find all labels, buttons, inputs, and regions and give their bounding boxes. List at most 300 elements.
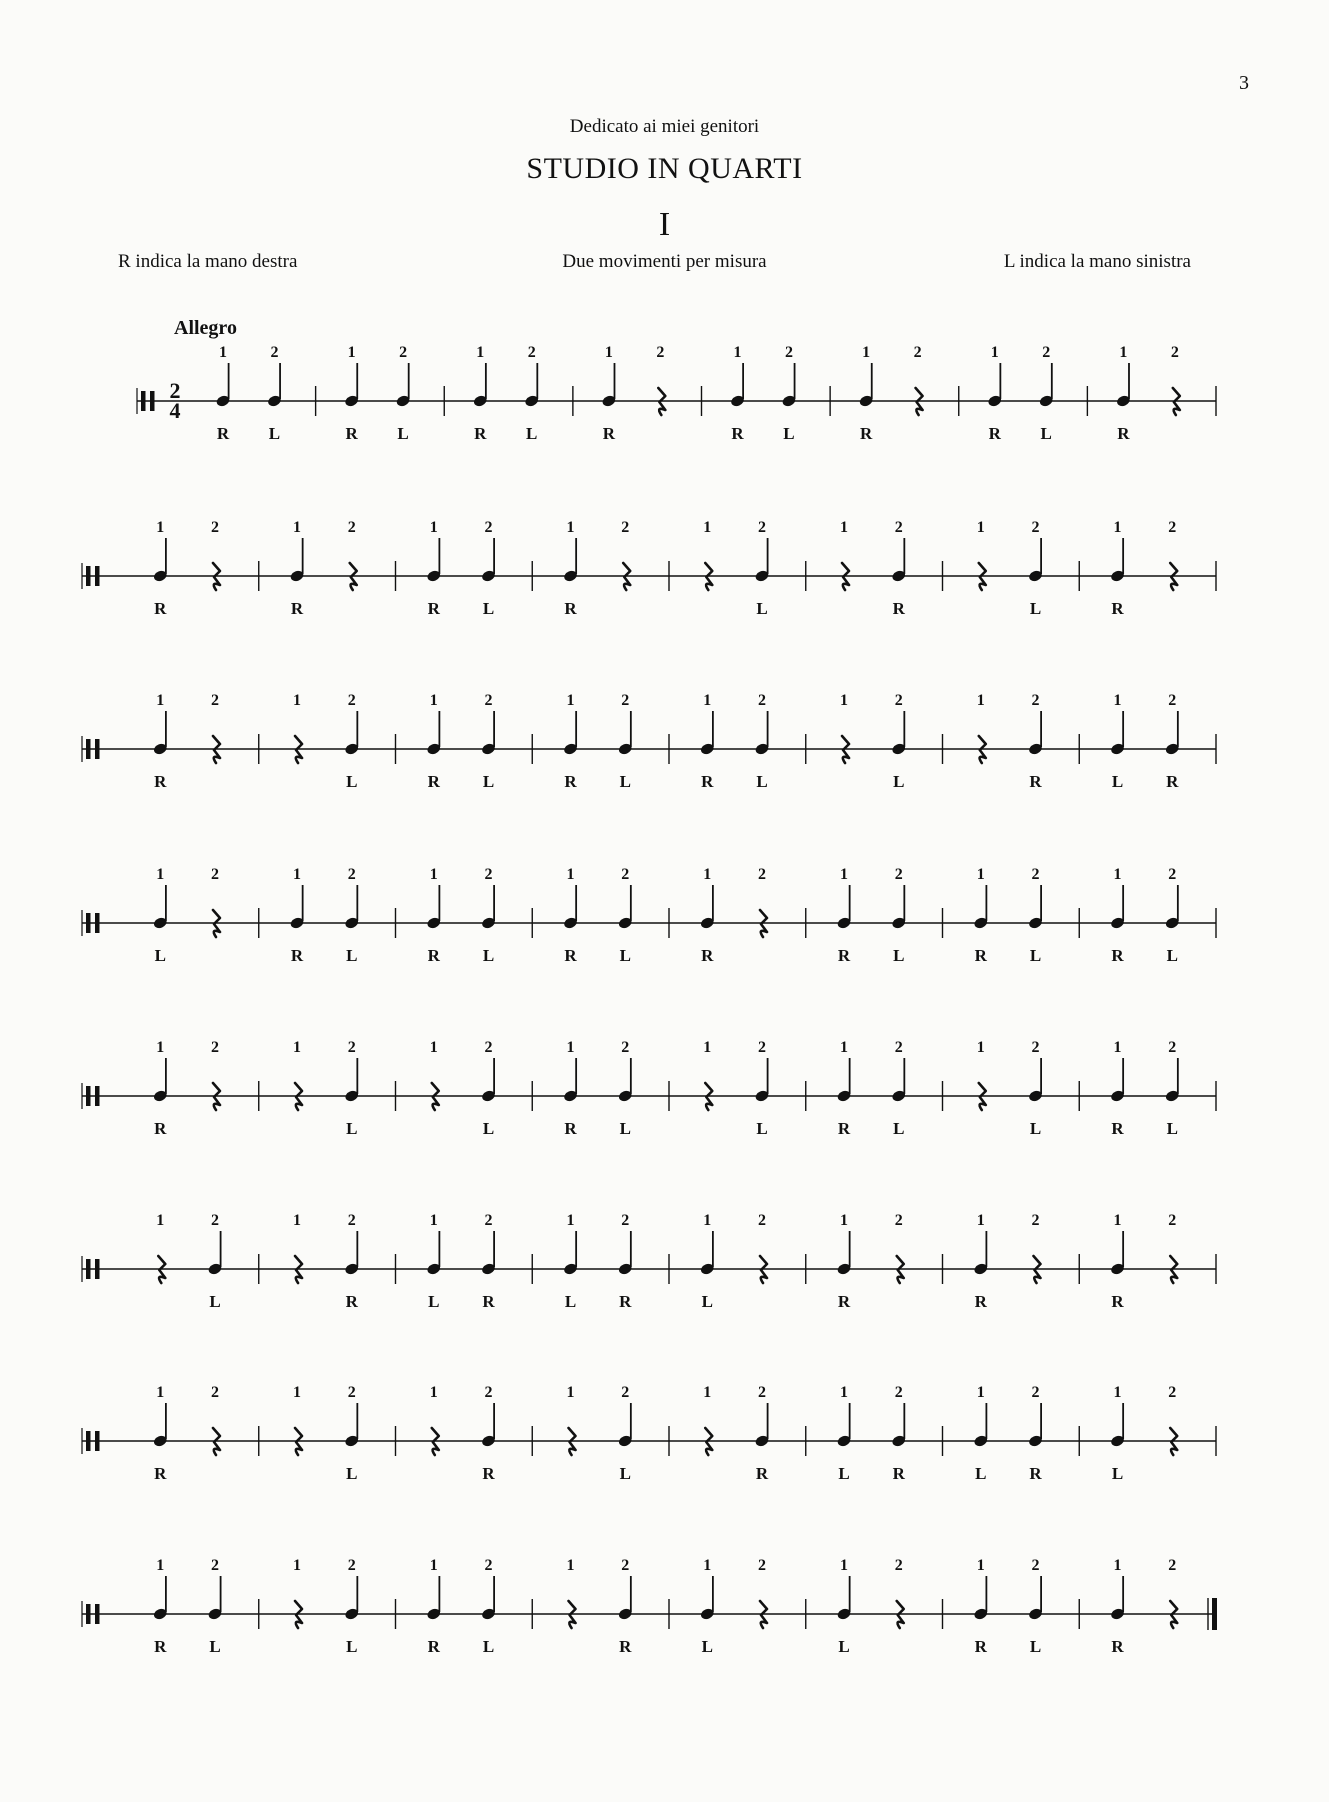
beat-count: 2 <box>347 1557 356 1574</box>
beat-count: 1 <box>840 519 849 536</box>
sticking-label: L <box>893 1119 905 1138</box>
quarter-note <box>617 885 633 930</box>
quarter-note <box>1110 885 1126 930</box>
beat-count: 1 <box>293 1212 302 1229</box>
beat-count: 2 <box>1168 1212 1177 1229</box>
beat-count: 1 <box>156 1212 165 1229</box>
sticking-label: R <box>1111 946 1124 965</box>
beat-count: 2 <box>913 344 922 361</box>
quarter-note <box>207 1576 223 1621</box>
sticking-label: R <box>837 1119 851 1138</box>
beat-count: 1 <box>293 1384 302 1401</box>
quarter-note <box>754 1403 770 1448</box>
beat-count: 2 <box>757 692 766 709</box>
beat-count: 2 <box>1168 1039 1177 1056</box>
sticking-label: R <box>216 424 230 443</box>
sticking-label: R <box>564 1119 577 1138</box>
sticking-label: L <box>619 946 631 965</box>
quarter-note <box>481 538 497 583</box>
quarter-note <box>836 1231 852 1276</box>
beat-count: 1 <box>219 344 228 361</box>
beat-count: 2 <box>484 692 493 709</box>
quarter-note <box>344 711 360 756</box>
beat-count: 1 <box>1113 1557 1122 1574</box>
beat-count: 2 <box>210 692 219 709</box>
quarter-note <box>699 711 715 756</box>
sticking-label: L <box>1111 772 1124 791</box>
quarter-note <box>1164 711 1180 756</box>
beat-count: 2 <box>894 866 903 883</box>
sticking-label: L <box>482 1637 495 1656</box>
percussion-clef-bar <box>150 391 155 411</box>
sticking-label: R <box>482 1292 495 1311</box>
beat-count: 1 <box>703 1384 712 1401</box>
quarter-note <box>781 363 797 408</box>
quarter-note <box>563 885 579 930</box>
sticking-label: R <box>1166 772 1179 791</box>
sticking-label: R <box>988 424 1001 443</box>
beat-count: 1 <box>703 1212 712 1229</box>
sticking-label: L <box>1166 1119 1178 1138</box>
sticking-label: R <box>154 772 167 791</box>
beat-count: 2 <box>347 1039 356 1056</box>
beat-count: 1 <box>566 519 575 536</box>
quarter-note <box>289 885 305 930</box>
beat-count: 2 <box>621 1039 630 1056</box>
beat-count: 1 <box>429 1212 438 1229</box>
sticking-label: L <box>346 946 358 965</box>
quarter-note <box>730 363 746 408</box>
sticking-label: L <box>154 946 166 965</box>
sticking-label: R <box>1029 1464 1042 1483</box>
beat-count: 1 <box>156 519 165 536</box>
quarter-note <box>563 1058 579 1103</box>
beat-count: 1 <box>1113 1384 1122 1401</box>
beat-count: 1 <box>429 1039 438 1056</box>
beat-count: 2 <box>347 692 356 709</box>
sticking-label: L <box>564 1292 577 1311</box>
quarter-note <box>617 711 633 756</box>
sticking-label: R <box>564 946 577 965</box>
beat-count: 2 <box>210 519 219 536</box>
quarter-note <box>563 538 579 583</box>
quarter-note <box>1028 538 1044 583</box>
sticking-label: L <box>1029 1119 1042 1138</box>
tempo-marking: Allegro <box>174 317 237 339</box>
percussion-clef-bar <box>86 566 91 586</box>
quarter-note <box>152 1576 168 1621</box>
beat-count: 2 <box>757 1039 766 1056</box>
sticking-label: L <box>482 946 495 965</box>
quarter-note <box>1110 1058 1126 1103</box>
sticking-label: R <box>474 424 487 443</box>
beat-count: 2 <box>210 1212 219 1229</box>
quarter-note <box>152 1058 168 1103</box>
beat-count: 2 <box>270 344 279 361</box>
sticking-label: L <box>397 424 409 443</box>
quarter-note <box>836 885 852 930</box>
beat-count: 2 <box>1031 1557 1040 1574</box>
sticking-label: L <box>346 1464 358 1483</box>
beat-count: 1 <box>703 692 712 709</box>
quarter-note <box>215 363 231 408</box>
beat-count: 1 <box>990 344 999 361</box>
quarter-note <box>1110 711 1126 756</box>
quarter-note <box>699 1576 715 1621</box>
beat-count: 1 <box>840 1384 849 1401</box>
sticking-label: L <box>1040 424 1052 443</box>
page-number: 3 <box>1239 72 1249 94</box>
sticking-label: L <box>975 1464 987 1483</box>
sticking-label: L <box>756 599 768 618</box>
sticking-label: R <box>290 599 304 618</box>
beat-count: 2 <box>210 1557 219 1574</box>
beat-count: 2 <box>757 519 766 536</box>
sticking-label: L <box>619 1464 631 1483</box>
quarter-note <box>891 711 907 756</box>
beat-count: 1 <box>840 692 849 709</box>
quarter-note <box>267 363 283 408</box>
quarter-note <box>1164 885 1180 930</box>
quarter-note <box>524 363 540 408</box>
quarter-note <box>699 1231 715 1276</box>
beat-count: 2 <box>1170 344 1179 361</box>
beat-count: 2 <box>210 1039 219 1056</box>
sticking-label: L <box>1029 1637 1042 1656</box>
beat-count: 1 <box>156 1384 165 1401</box>
beat-count: 2 <box>484 1212 493 1229</box>
quarter-note <box>973 1576 989 1621</box>
quarter-note <box>1164 1058 1180 1103</box>
sticking-label: R <box>154 1464 167 1483</box>
beat-count: 2 <box>621 1557 630 1574</box>
sticking-label: L <box>619 1119 631 1138</box>
percussion-clef-bar <box>86 1086 91 1106</box>
instruction-left-hand: L indica la mano sinistra <box>1003 251 1191 272</box>
beat-count: 1 <box>293 866 302 883</box>
percussion-clef-bar <box>95 566 100 586</box>
beat-count: 2 <box>210 1384 219 1401</box>
quarter-note <box>1028 1403 1044 1448</box>
quarter-note <box>481 1576 497 1621</box>
beat-count: 1 <box>156 692 165 709</box>
beat-count: 1 <box>293 692 302 709</box>
time-signature-top: 2 <box>169 378 181 403</box>
quarter-note <box>395 363 411 408</box>
sticking-label: L <box>893 772 905 791</box>
beat-count: 1 <box>429 1384 438 1401</box>
quarter-note <box>836 1403 852 1448</box>
percussion-clef-bar <box>86 913 91 933</box>
beat-count: 2 <box>210 866 219 883</box>
beat-count: 1 <box>703 1557 712 1574</box>
sticking-label: R <box>619 1292 632 1311</box>
beat-count: 2 <box>621 519 630 536</box>
quarter-note <box>472 363 488 408</box>
quarter-note <box>1028 711 1044 756</box>
quarter-note <box>1028 1058 1044 1103</box>
quarter-note <box>344 363 360 408</box>
beat-count: 1 <box>429 692 438 709</box>
quarter-note <box>891 885 907 930</box>
beat-count: 2 <box>347 866 356 883</box>
sticking-label: L <box>838 1637 850 1656</box>
quarter-note <box>617 1576 633 1621</box>
beat-count: 2 <box>1168 1557 1177 1574</box>
beat-count: 1 <box>976 519 985 536</box>
sticking-label: R <box>1111 1119 1124 1138</box>
quarter-note <box>481 1231 497 1276</box>
quarter-note <box>563 711 579 756</box>
quarter-note <box>1038 363 1054 408</box>
percussion-clef-bar <box>86 739 91 759</box>
beat-count: 1 <box>566 1212 575 1229</box>
beat-count: 1 <box>429 1557 438 1574</box>
beat-count: 1 <box>1113 692 1122 709</box>
sticking-label: R <box>974 1292 987 1311</box>
sticking-label: L <box>1111 1464 1124 1483</box>
beat-count: 1 <box>840 1039 849 1056</box>
quarter-note <box>1110 538 1126 583</box>
sticking-label: R <box>1111 1292 1124 1311</box>
percussion-clef-bar <box>95 1086 100 1106</box>
beat-count: 2 <box>621 692 630 709</box>
quarter-note <box>344 885 360 930</box>
sticking-label: R <box>974 946 987 965</box>
percussion-clef-bar <box>141 391 146 411</box>
quarter-note <box>1028 885 1044 930</box>
beat-count: 2 <box>484 1384 493 1401</box>
beat-count: 2 <box>1168 692 1177 709</box>
quarter-note <box>426 1576 442 1621</box>
beat-count: 1 <box>1113 1039 1122 1056</box>
quarter-note <box>344 1576 360 1621</box>
sticking-label: R <box>859 424 873 443</box>
percussion-clef-bar <box>86 1431 91 1451</box>
beat-count: 2 <box>527 344 536 361</box>
quarter-note <box>481 1058 497 1103</box>
quarter-note <box>1110 1403 1126 1448</box>
sticking-label: R <box>427 772 440 791</box>
sticking-label: L <box>346 1637 358 1656</box>
instruction-meter: Due movimenti per misura <box>562 251 767 272</box>
quarter-note <box>152 538 168 583</box>
beat-count: 2 <box>894 1557 903 1574</box>
beat-count: 2 <box>894 1212 903 1229</box>
beat-count: 2 <box>1031 519 1040 536</box>
instruction-right-hand: R indica la mano destra <box>118 251 298 272</box>
beat-count: 1 <box>476 344 485 361</box>
sticking-label: L <box>756 772 768 791</box>
sticking-label: L <box>209 1637 221 1656</box>
beat-count: 1 <box>840 1212 849 1229</box>
beat-count: 2 <box>399 344 408 361</box>
quarter-note <box>152 711 168 756</box>
quarter-note <box>426 885 442 930</box>
quarter-note <box>987 363 1003 408</box>
quarter-note <box>891 538 907 583</box>
beat-count: 1 <box>293 1557 302 1574</box>
quarter-note <box>973 1231 989 1276</box>
beat-count: 2 <box>621 1384 630 1401</box>
quarter-note <box>289 538 305 583</box>
beat-count: 1 <box>840 866 849 883</box>
beat-count: 1 <box>566 1384 575 1401</box>
sticking-label: R <box>154 1637 167 1656</box>
sticking-label: R <box>837 1292 851 1311</box>
quarter-note <box>1110 1231 1126 1276</box>
quarter-note <box>891 1403 907 1448</box>
quarter-note <box>152 1403 168 1448</box>
beat-count: 1 <box>566 866 575 883</box>
sticking-label: L <box>209 1292 221 1311</box>
beat-count: 2 <box>1168 1384 1177 1401</box>
beat-count: 2 <box>347 519 356 536</box>
sticking-label: L <box>526 424 538 443</box>
beat-count: 2 <box>656 344 665 361</box>
beat-count: 1 <box>156 1557 165 1574</box>
beat-count: 2 <box>757 866 766 883</box>
sticking-label: L <box>893 946 905 965</box>
sticking-label: L <box>482 1119 495 1138</box>
quarter-note <box>344 1058 360 1103</box>
beat-count: 2 <box>1031 692 1040 709</box>
quarter-note <box>563 1231 579 1276</box>
sticking-label: R <box>1117 424 1130 443</box>
sticking-label: R <box>731 424 744 443</box>
beat-count: 1 <box>1119 344 1128 361</box>
time-signature-bottom: 4 <box>169 398 181 423</box>
quarter-note <box>481 711 497 756</box>
dedication: Dedicato ai miei genitori <box>569 116 760 137</box>
beat-count: 1 <box>156 866 165 883</box>
sticking-label: R <box>154 599 167 618</box>
sticking-label: R <box>892 1464 905 1483</box>
final-barline-thick <box>1212 1598 1217 1630</box>
sticking-label: R <box>290 946 304 965</box>
sticking-label: R <box>427 946 440 965</box>
quarter-note <box>617 1058 633 1103</box>
quarter-note <box>344 1403 360 1448</box>
sticking-label: R <box>1111 599 1124 618</box>
sticking-label: R <box>427 1637 440 1656</box>
sticking-label: R <box>564 599 577 618</box>
sticking-label: L <box>268 424 281 443</box>
percussion-clef-bar <box>95 913 100 933</box>
quarter-note <box>1110 1576 1126 1621</box>
quarter-note <box>344 1231 360 1276</box>
beat-count: 2 <box>347 1384 356 1401</box>
beat-count: 2 <box>621 1212 630 1229</box>
beat-count: 1 <box>703 519 712 536</box>
beat-count: 1 <box>1113 866 1122 883</box>
sticking-label: L <box>346 772 358 791</box>
beat-count: 2 <box>894 519 903 536</box>
quarter-note <box>426 1231 442 1276</box>
sticking-label: R <box>602 424 616 443</box>
quarter-note <box>754 711 770 756</box>
percussion-clef-bar <box>95 1431 100 1451</box>
percussion-clef-bar <box>95 1259 100 1279</box>
sticking-label: L <box>482 599 495 618</box>
beat-count: 2 <box>894 1384 903 1401</box>
quarter-note <box>481 885 497 930</box>
beat-count: 1 <box>976 1212 985 1229</box>
beat-count: 1 <box>703 866 712 883</box>
beat-count: 2 <box>484 866 493 883</box>
quarter-note <box>836 1576 852 1621</box>
sticking-label: R <box>755 1464 769 1483</box>
sticking-label: L <box>1029 946 1042 965</box>
beat-count: 2 <box>484 1039 493 1056</box>
quarter-note <box>754 538 770 583</box>
beat-count: 1 <box>429 866 438 883</box>
quarter-note <box>426 538 442 583</box>
beat-count: 2 <box>1031 1039 1040 1056</box>
quarter-note <box>1028 1576 1044 1621</box>
beat-count: 1 <box>156 1039 165 1056</box>
sticking-label: L <box>1166 946 1178 965</box>
beat-count: 2 <box>784 344 793 361</box>
sticking-label: L <box>701 1292 713 1311</box>
beat-count: 2 <box>757 1384 766 1401</box>
beat-count: 1 <box>566 1557 575 1574</box>
beat-count: 2 <box>347 1212 356 1229</box>
percussion-clef-bar <box>95 1604 100 1624</box>
beat-count: 2 <box>757 1557 766 1574</box>
quarter-note <box>617 1231 633 1276</box>
beat-count: 2 <box>1031 866 1040 883</box>
quarter-note <box>481 1403 497 1448</box>
percussion-clef-bar <box>86 1604 91 1624</box>
sticking-label: R <box>345 424 358 443</box>
sticking-label: R <box>1111 1637 1124 1656</box>
sticking-label: R <box>154 1119 167 1138</box>
beat-count: 1 <box>976 1384 985 1401</box>
percussion-clef-bar <box>86 1259 91 1279</box>
sticking-label: R <box>892 599 905 618</box>
beat-count: 2 <box>1042 344 1051 361</box>
beat-count: 2 <box>484 1557 493 1574</box>
sticking-label: R <box>482 1464 495 1483</box>
percussion-clef-bar <box>95 739 100 759</box>
beat-count: 1 <box>703 1039 712 1056</box>
quarter-note <box>858 363 874 408</box>
section-number: I <box>658 206 671 243</box>
beat-count: 1 <box>347 344 356 361</box>
sticking-label: L <box>346 1119 358 1138</box>
quarter-note <box>699 885 715 930</box>
beat-count: 2 <box>621 866 630 883</box>
sticking-label: L <box>482 772 495 791</box>
sticking-label: L <box>701 1637 713 1656</box>
quarter-note <box>973 1403 989 1448</box>
beat-count: 2 <box>894 1039 903 1056</box>
beat-count: 1 <box>429 519 438 536</box>
sticking-label: R <box>564 772 577 791</box>
sticking-label: R <box>427 599 440 618</box>
page-title: STUDIO IN QUARTI <box>526 152 803 185</box>
sticking-label: R <box>701 772 714 791</box>
beat-count: 2 <box>1168 519 1177 536</box>
beat-count: 2 <box>757 1212 766 1229</box>
sticking-label: L <box>619 772 631 791</box>
quarter-note <box>617 1403 633 1448</box>
quarter-note <box>152 885 168 930</box>
beat-count: 2 <box>484 519 493 536</box>
sticking-label: R <box>701 946 714 965</box>
sticking-label: L <box>838 1464 850 1483</box>
